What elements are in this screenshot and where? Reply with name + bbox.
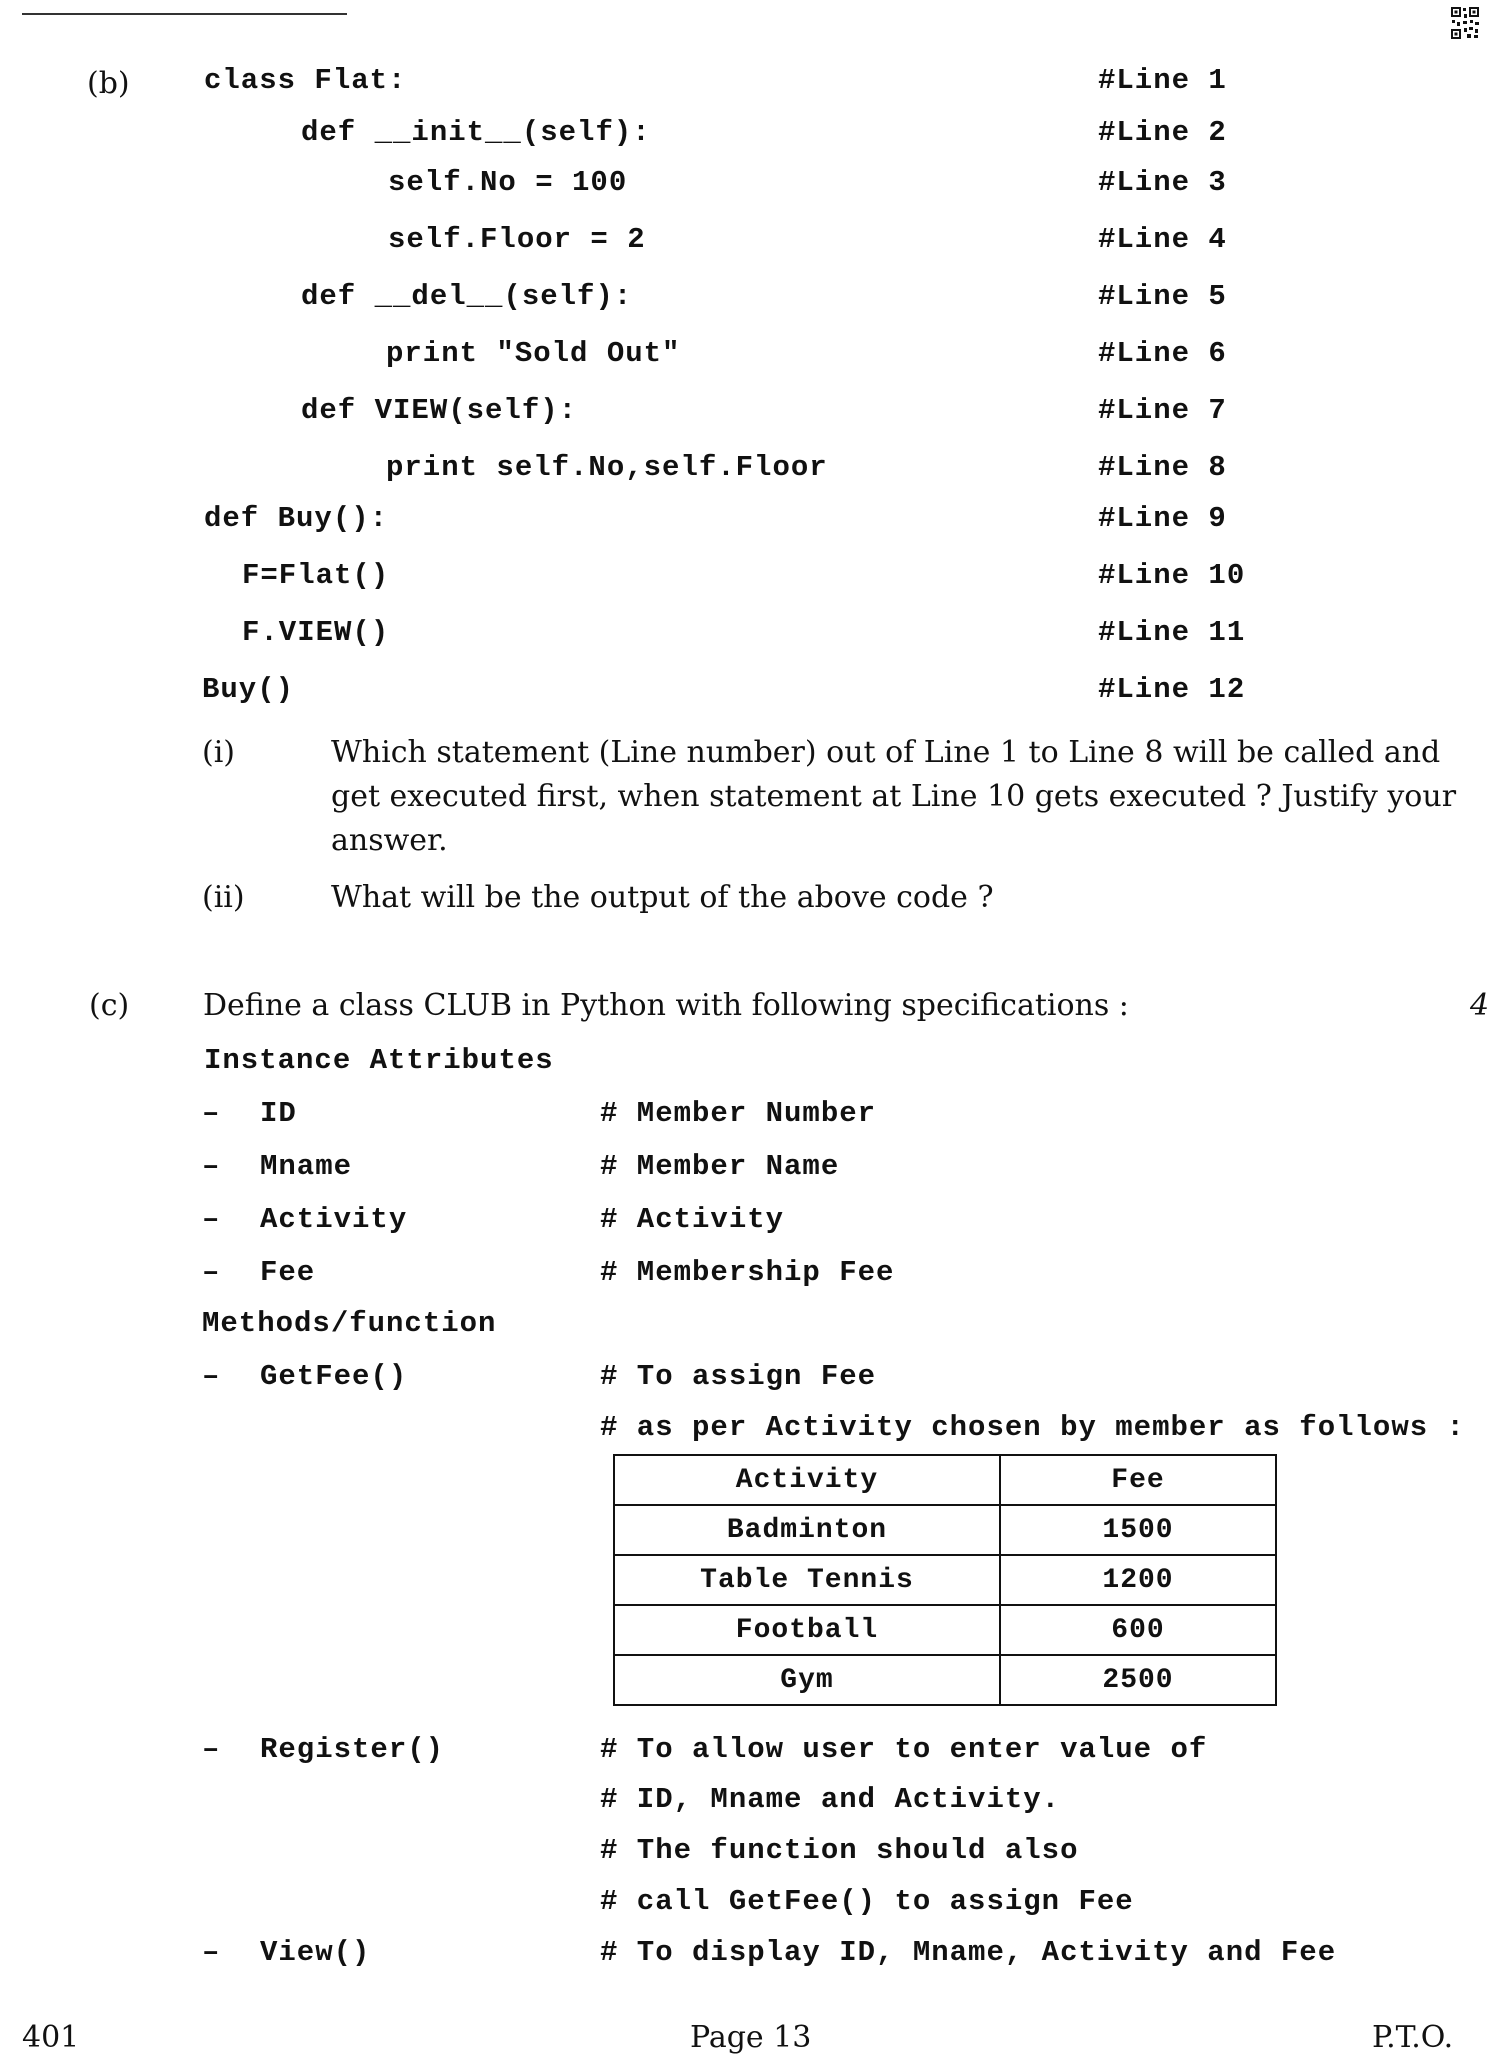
code-line-1: class Flat: [204,64,407,97]
register-comment-3: # The function should also [600,1834,1079,1867]
table-header-fee: Fee [1000,1455,1276,1505]
code-line-11: F.VIEW() [242,616,390,649]
attr-activity: Activity [260,1203,408,1236]
attr-activity-comment: # Activity [600,1203,785,1236]
line-number-7: #Line 7 [1098,394,1227,427]
marks: 4 [1470,988,1490,1023]
part-b-label: (b) [87,66,130,101]
line-number-10: #Line 10 [1098,559,1246,592]
question-ii-line-1: What will be the output of the above code ? [331,880,994,915]
table-cell-activity: Badminton [614,1505,1000,1555]
methods-heading: Methods/function [202,1307,497,1340]
code-line-9: def Buy(): [204,502,389,535]
code-line-2: def __init__(self): [301,116,651,149]
code-line-6: print "Sold Out" [386,337,681,370]
line-number-9: #Line 9 [1098,502,1227,535]
table-row [614,1555,1276,1605]
attr-fee: Fee [260,1256,316,1289]
code-line-5: def __del__(self): [301,280,633,313]
line-number-3: #Line 3 [1098,166,1227,199]
line-number-5: #Line 5 [1098,280,1227,313]
table-row [614,1505,1276,1555]
method-dash: – [202,1733,221,1766]
code-line-10: F=Flat() [242,559,390,592]
code-line-4: self.Floor = 2 [388,223,646,256]
getfee-comment-2: # as per Activity chosen by member as follows : [600,1411,1465,1444]
line-number-1: #Line 1 [1098,64,1227,97]
footer-pto: P.T.O. [1372,2020,1454,2055]
method-dash: – [202,1360,221,1393]
line-number-4: #Line 4 [1098,223,1227,256]
fee-table [613,1454,1277,1706]
register-comment-1: # To allow user to enter value of [600,1733,1208,1766]
method-dash: – [202,1936,221,1969]
method-getfee: GetFee() [260,1360,408,1393]
part-c-label: (c) [89,988,130,1023]
line-number-8: #Line 8 [1098,451,1227,484]
header-rule [22,13,347,15]
question-i-line-1: Which statement (Line number) out of Line 1 to Line 8 will be called and [331,735,1441,770]
table-cell-activity: Gym [614,1655,1000,1705]
register-comment-2: # ID, Mname and Activity. [600,1783,1061,1816]
method-view: View() [260,1936,371,1969]
instance-attributes-heading: Instance Attributes [204,1044,554,1077]
table-cell-activity: Football [614,1605,1000,1655]
footer-page: Page 13 [690,2020,812,2055]
question-i-line-2: get executed first, when statement at Line 10 gets executed ? Justify your [331,779,1457,814]
code-line-7: def VIEW(self): [301,394,578,427]
attr-mname: Mname [260,1150,353,1183]
view-comment: # To display ID, Mname, Activity and Fee [600,1936,1337,1969]
table-cell-fee: 600 [1000,1605,1276,1655]
table-cell-fee: 1500 [1000,1505,1276,1555]
method-register: Register() [260,1733,445,1766]
getfee-comment-1: # To assign Fee [600,1360,877,1393]
qr-code-icon [1450,6,1480,40]
register-comment-4: # call GetFee() to assign Fee [600,1885,1134,1918]
line-number-12: #Line 12 [1098,673,1246,706]
attr-mname-comment: # Member Name [600,1150,840,1183]
attr-dash: – [202,1203,221,1236]
attr-fee-comment: # Membership Fee [600,1256,895,1289]
table-cell-fee: 1200 [1000,1555,1276,1605]
table-row [614,1655,1276,1705]
table-header-row [614,1455,1276,1505]
code-line-3: self.No = 100 [388,166,628,199]
question-ii-label: (ii) [202,880,245,915]
attr-dash: – [202,1256,221,1289]
question-i-label: (i) [202,735,236,770]
line-number-11: #Line 11 [1098,616,1246,649]
attr-id-comment: # Member Number [600,1097,877,1130]
attr-id: ID [260,1097,297,1130]
table-header-activity: Activity [614,1455,1000,1505]
table-cell-activity: Table Tennis [614,1555,1000,1605]
code-line-8: print self.No,self.Floor [386,451,828,484]
line-number-2: #Line 2 [1098,116,1227,149]
part-c-intro: Define a class CLUB in Python with following specifications : [203,988,1129,1023]
line-number-6: #Line 6 [1098,337,1227,370]
attr-dash: – [202,1150,221,1183]
code-line-12: Buy() [202,673,295,706]
table-row [614,1605,1276,1655]
attr-dash: – [202,1097,221,1130]
footer-code: 401 [22,2020,80,2055]
question-i-line-3: answer. [331,823,448,858]
table-cell-fee: 2500 [1000,1655,1276,1705]
